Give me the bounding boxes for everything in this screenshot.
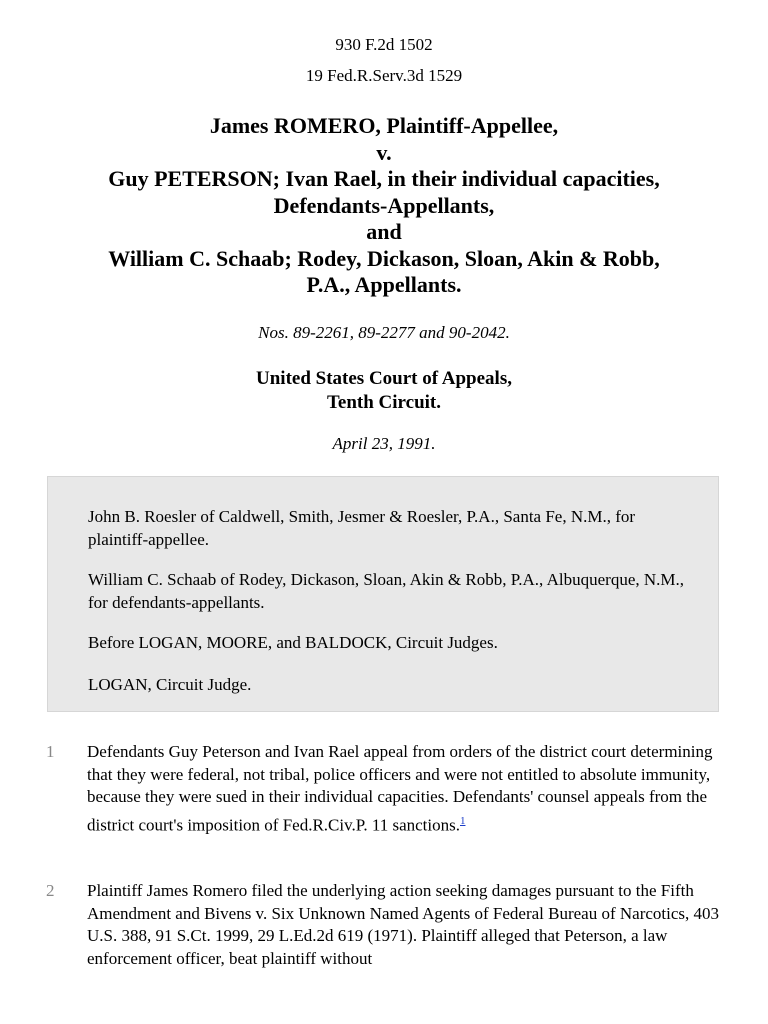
- counsel-defendants: William C. Schaab of Rodey, Dickason, Sloan, Akin & Robb, P.A., Albuquerque, N.M., for defendants-appellants.: [88, 570, 685, 612]
- footnote-link[interactable]: 1: [459, 814, 466, 827]
- court-name-line-1: United States Court of Appeals,: [256, 368, 512, 389]
- paragraph-number: 2: [46, 881, 55, 900]
- opinion-author: LOGAN, Circuit Judge.: [88, 675, 252, 694]
- caption-appellants: William C. Schaab; Rodey, Dickason, Sloan, Akin & Robb,: [108, 245, 660, 271]
- caption-versus: v.: [376, 139, 392, 165]
- court-name-line-2: Tenth Circuit.: [326, 391, 442, 413]
- docket-numbers: Nos. 89-2261, 89-2277 and 90-2042.: [258, 323, 510, 342]
- counsel-box: [47, 476, 719, 712]
- paragraph-text: [87, 741, 727, 837]
- paragraph-body: Defendants Guy Peterson and Ivan Rael appeal from orders of the district court determining that they were federal, not tribal, police officers and were not entitled to absolute immunity, because they were sued in their individual capacities. Defendants' counsel appeals from the district court's imposition of Fed.R.Civ.P. 11 sanctions.: [87, 742, 713, 835]
- counsel-plaintiff: John B. Roesler of Caldwell, Smith, Jesmer & Roesler, P.A., Santa Fe, N.M., for plaintiff-appellee.: [88, 507, 636, 549]
- citation-fed-rules: 19 Fed.R.Serv.3d 1529: [305, 66, 463, 85]
- caption-and: and: [366, 219, 402, 244]
- caption-plaintiff: James ROMERO, Plaintiff-Appellee,: [209, 113, 559, 138]
- footnote-ref: [460, 812, 466, 828]
- court-name: [0, 367, 768, 414]
- caption-defendants: Guy PETERSON; Ivan Rael, in their individual capacities,: [108, 166, 660, 191]
- caption-defendants-role: Defendants-Appellants,: [273, 192, 495, 218]
- case-caption: [40, 113, 728, 299]
- judges-panel: Before LOGAN, MOORE, and BALDOCK, Circuit Judges.: [88, 633, 498, 652]
- paragraph-text: Plaintiff James Romero filed the underlying action seeking damages pursuant to the Fifth Amendment and Bivens v. Six Unknown Named Agents of Federal Bureau of Narcotics, 403 U.S. 388, 91 S.Ct. 1999, 29 L.Ed.2d 619 (1971). Plaintiff alleged that Peterson, a law enforcement officer, beat plaintiff without: [87, 881, 720, 968]
- decision-date: April 23, 1991.: [332, 434, 436, 453]
- paragraph-number: 1: [46, 742, 55, 761]
- citation-reporter: 930 F.2d 1502: [335, 35, 433, 54]
- caption-appellants-role: P.A., Appellants.: [306, 272, 462, 297]
